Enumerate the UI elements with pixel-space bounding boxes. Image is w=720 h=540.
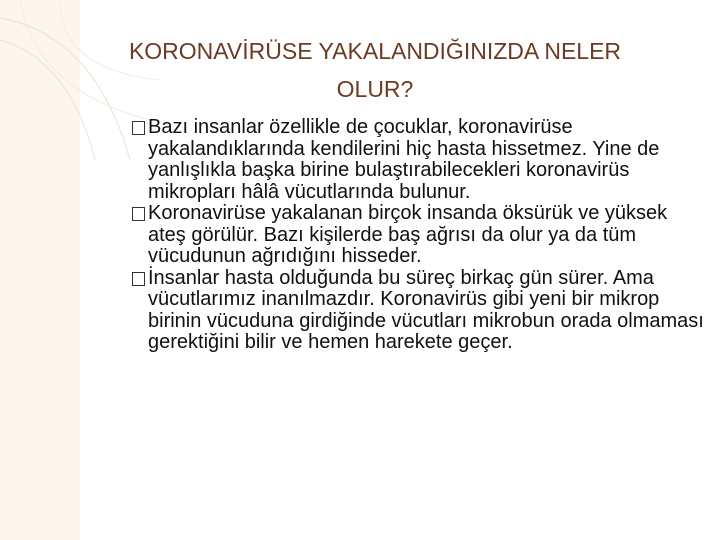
- bullet-list: [128, 117, 708, 354]
- bullet-text: Koronavirüse yakalanan birçok insanda öksürük ve yüksek ateş görülür. Bazı kişilerde baş ağrısı da olur ya da tüm vücudunun ağrıdığını hisseder.: [148, 202, 668, 267]
- box-bullet-icon: [132, 207, 145, 221]
- bullet-item: [128, 268, 708, 354]
- bullet-text: Bazı insanlar özellikle de çocuklar, koronavirüse yakalandıklarında kendilerini hiç hasta hissetmez. Yine de yanlışlıkla başka birine bulaştırabilecekleri koronavirüs mikropları hâlâ vücutlarında bulunur.: [148, 116, 660, 203]
- bullet-item: [128, 203, 708, 268]
- bullet-item: [128, 117, 708, 203]
- bullet-text: İnsanlar hasta olduğunda bu süreç birkaç gün sürer. Ama vücutlarımız inanılmazdır. Koronavirüs gibi yeni bir mikrop birinin vücuduna girdiğinde vücutları mikrobun orada olmaması gerektiğini bilir ve hemen harekete geçer.: [148, 266, 704, 353]
- box-bullet-icon: [132, 272, 145, 286]
- slide-title: KORONAVİRÜSE YAKALANDIĞINIZDA NELER OLUR?: [128, 38, 622, 102]
- box-bullet-icon: [132, 121, 145, 135]
